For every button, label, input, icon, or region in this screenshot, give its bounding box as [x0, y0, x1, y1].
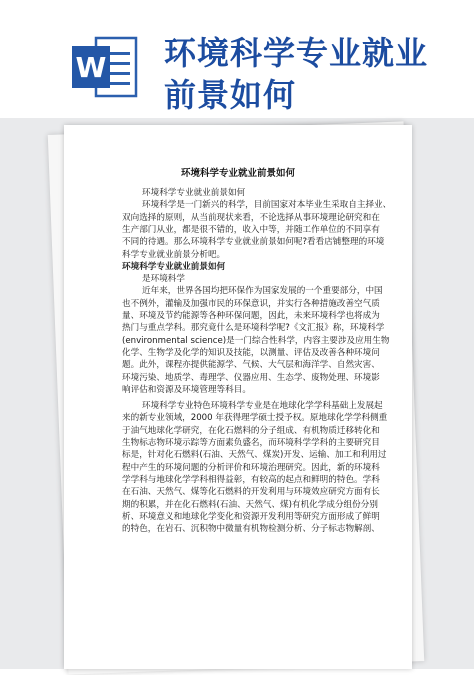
document-line: 程中产生的环境问题的分析评价和环境治理研究。因此，新的环境科: [122, 462, 380, 473]
document-line: 析、环境意义和地球化学变化和资源开发利用等研究方面形成了鲜明: [122, 511, 380, 522]
word-logo-letter: W: [75, 51, 107, 84]
document-line: 生产部门从业，都是很不错的，收入中等，并随工作单位的不同享有: [122, 224, 380, 235]
document-line: 环境科学专业特色环境科学专业是在地球化学学科基础上发展起: [142, 401, 383, 412]
document-line: 化学、生物学及化学的知识及技能，以测量、评估及改善各种环境问: [122, 347, 380, 358]
document-line: 学学科与地球化学学科相得益彰，有较高的起点和鲜明的特色。学科: [122, 474, 380, 485]
page-title-line-1: 环境科学专业就业: [164, 34, 429, 72]
document-line: 环境科学专业就业前景如何: [142, 188, 246, 198]
page-title-line-2: 前景如何: [164, 76, 297, 114]
document-line: 响评估和资源及环境管理等科目。: [122, 384, 251, 395]
document-line: 热门与重点学科。那究竟什么是环境科学呢?《文汇报》称，环境科学: [122, 323, 385, 334]
page-header: [0, 0, 474, 120]
document-line: 也不例外，灌输及加强市民的环保意识，并实行各种措施改善空气质: [122, 298, 380, 309]
document-line: 环境污染、地质学、毒理学、仪器应用、生态学、废物处理、环境影: [122, 372, 380, 383]
word-document-icon: [70, 32, 140, 102]
document-line: 科学专业就业前景分析吧。: [122, 249, 226, 260]
document-line: 题。此外，课程亦提供能源学、气候、大气层和海洋学、自然灾害、: [122, 360, 380, 371]
document-line: 量、环境及节约能源等各种环保问题，因此，未来环境科学也将成为: [122, 311, 380, 321]
document-line: 生物标志物环境示踪等方面素负盛名，而环境科学学科的主要研究目: [122, 438, 380, 448]
document-line: 标是，针对化石燃料(石油、天然气、煤炭)开发、运输、加工和利用过: [122, 450, 387, 461]
document-line: 环境科学专业就业前景如何: [122, 261, 226, 272]
document-line: 期的积累，并在化石燃料(石油、天然气、煤)有机化学成分组份分别: [122, 499, 378, 510]
document-line: 的特色，在岩石、沉积物中微量有机物检测分析、分子标志物解剖、: [122, 524, 380, 535]
document-line: (environmental science)是一门综合性科学，内容主要涉及应用生物: [122, 335, 390, 346]
document-line: 来的新专业领域，2000 年获得理学硕士授予权。原地球化学学科侧重: [122, 413, 388, 424]
document-line: 是环境科学: [142, 274, 185, 285]
document-line: 不同的待遇。那么环境科学专业就业前景如何呢?看看店铺整理的环境: [122, 237, 385, 248]
document-line: 近年来，世界各国均把环保作为国家发展的一个重要部分，中国: [142, 286, 383, 297]
document-title: 环境科学专业就业前景如何: [180, 168, 295, 179]
document-line: 环境科学是一门新兴的科学，目前国家对本毕业生采取自主择业、: [142, 200, 392, 211]
document-line: 在石油、天然气、煤等化石燃料的开发利用与环境效应研究方面有长: [122, 487, 380, 498]
document-line: 双向选择的原则，从当前现状来看，不论选择从事环境理论研究和在: [122, 212, 380, 223]
document-page: [64, 125, 412, 669]
document-line: 于油气地球化学研究，在化石燃料的分子组成、有机物质迁移转化和: [122, 425, 380, 436]
